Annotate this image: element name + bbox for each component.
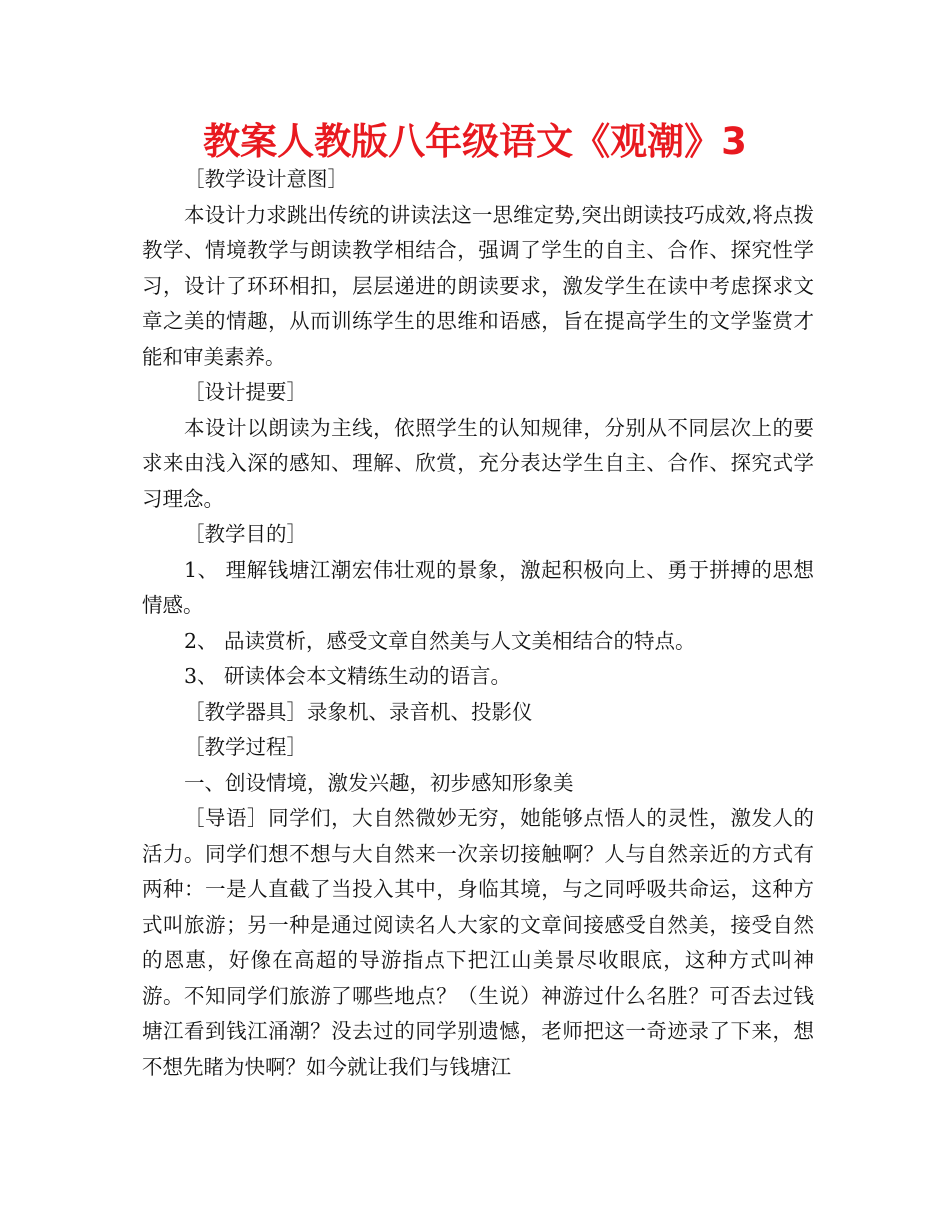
heading-teaching-process: ［教学过程］ (184, 735, 307, 759)
goal-item-2: 2、 品读赏析，感受文章自然美与人文美相结合的特点。 (184, 628, 696, 653)
heading-design-summary: ［设计提要］ (184, 380, 307, 404)
document-body (142, 162, 814, 1085)
goal-item-1: 1、 理解钱塘江潮宏伟壮观的景象，激起积极向上、勇于拼搏的思想情感。 (142, 557, 814, 617)
heading-teaching-goals: ［教学目的］ (184, 522, 307, 546)
paragraph-design-summary: 本设计以朗读为主线，依照学生的认知规律，分别从不同层次上的要求来由浅入深的感知、理解、欣赏，充分表达学生自主、合作、探究式学习理念。 (142, 415, 814, 511)
document-title: 教案人教版八年级语文《观潮》3 (203, 120, 747, 163)
section-heading-1: 一、创设情境，激发兴趣，初步感知形象美 (184, 770, 574, 795)
heading-design-intent: ［教学设计意图］ (184, 167, 348, 191)
teaching-tools: ［教学器具］录象机、录音机、投影仪 (184, 699, 533, 724)
paragraph-design-intent: 本设计力求跳出传统的讲读法这一思维定势,突出朗读技巧成效,将点拨教学、情境教学与朗读教学相结合，强调了学生的自主、合作、探究性学习，设计了环环相扣，层层递进的朗读要求，激发学生在读中考虑探求文章之美的情趣，从而训练学生的思维和语感，旨在提高学生的文学鉴赏才能和审美素养。 (142, 202, 814, 369)
paragraph-introduction: ［导语］同学们，大自然微妙无穷，她能够点悟人的灵性，激发人的活力。同学们想不想与大自然来一次亲切接触啊？人与自然亲近的方式有两种：一是人直截了当投入其中，身临其境，与之同呼吸共命运，这种方式叫旅游；另一种是通过阅读名人大家的文章间接感受自然美，接受自然的恩惠，好像在高超的导游指点下把江山美景尽收眼底，这种方式叫神游。不知同学们旅游了哪些地点？（生说）神游过什么名胜？可否去过钱塘江看到钱江涌潮？没去过的同学别遗憾，老师把这一奇迹录了下来，想不想先睹为快啊？如今就让我们与钱塘江 (142, 806, 814, 1079)
goal-item-3: 3、 研读体会本文精练生动的语言。 (184, 664, 512, 688)
